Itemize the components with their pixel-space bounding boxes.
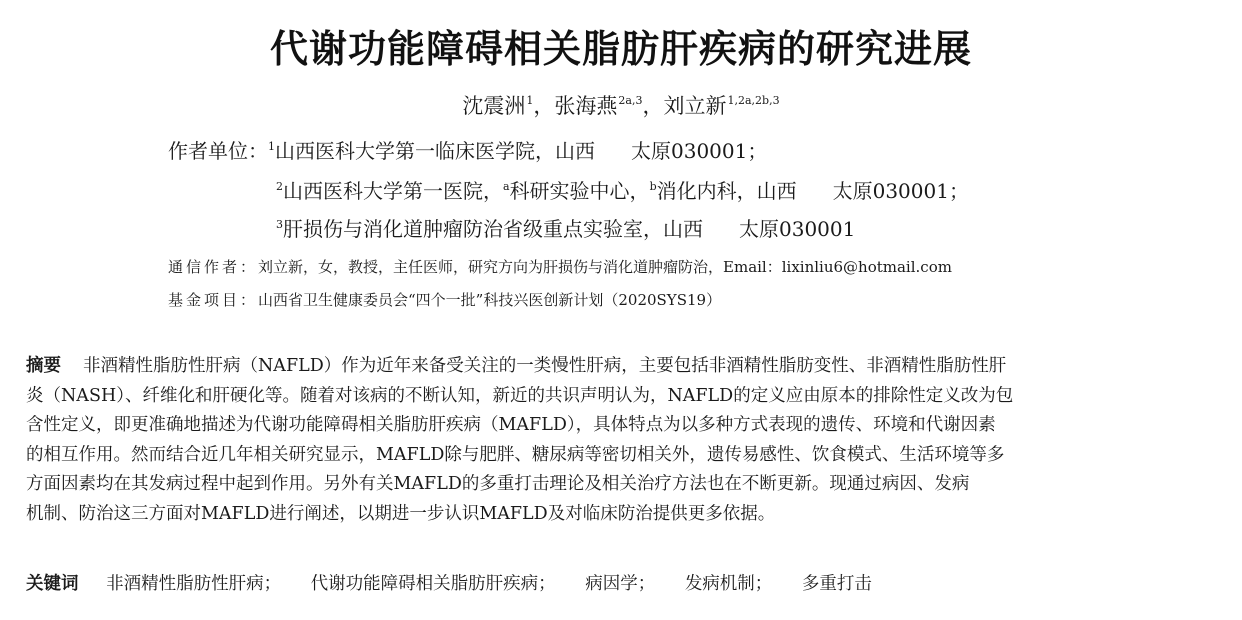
abstract-line: 炎（NASH）、纤维化和肝硬化等。随着对该病的不断认知，新近的共识声明认为，NAFLD的定义应由原本的排除性定义改为包 [26,385,1014,406]
keyword: 代谢功能障碍相关脂肪肝疾病； [310,574,556,594]
author-name: 刘立新 [663,94,727,118]
affiliation-3 [276,213,855,242]
affiliation-text: 消化内科，山西 [656,179,797,203]
abstract-label: 摘要 [26,356,61,376]
affiliation-label: 作者单位： [168,139,268,163]
funding-label: 基金项目： [168,291,259,309]
affiliation-city: 太原030001； [832,179,969,203]
abstract-line: 机制、防治这三方面对MAFLD进行阐述，以期进一步认识MAFLD及对临床防治提供更多依据。 [26,503,776,524]
funding-text: 山西省卫生健康委员会“四个一批”科技兴医创新计划（2020SYS19） [258,291,722,309]
abstract-line [26,352,1222,382]
affiliation-text: 山西医科大学第一临床医学院，山西 [275,139,595,163]
abstract-line: 方面因素均在其发病过程中起到作用。另外有关MAFLD的多重打击理论及相关治疗方法也在不断更新。现通过病因、发病 [26,474,970,494]
author-list [0,90,1242,120]
affiliation-text: 肝损伤与消化道肿瘤防治省级重点实验室，山西 [283,217,703,241]
affiliation-2 [276,175,969,204]
paper-title: 代谢功能障碍相关脂肪肝疾病的研究进展 [269,27,972,71]
keywords [26,570,896,595]
affiliation-text: 科研实验中心， [509,179,650,203]
correspondence-text: 刘立新，女，教授，主任医师，研究方向为肝损伤与消化道肿瘤防治，Email：lixinliu6@hotmail.com [258,258,952,276]
affiliation-city: 太原030001 [739,217,856,241]
author-separator: ， [642,94,664,118]
correspondence-label: 通信作者： [168,258,259,276]
keyword: 多重打击 [801,574,872,594]
correspondence-line [168,256,952,277]
affiliation-text: 山西医科大学第一医院， [283,179,503,203]
author-affiliation-mark: 2a,3 [618,94,643,107]
abstract-text: 非酒精性脂肪性肝病（NAFLD）作为近年来备受关注的一类慢性肝病，主要包括非酒精性脂肪变性、非酒精性脂肪性肝 [83,356,1007,376]
abstract [26,352,1222,529]
affiliation-mark: 3 [276,218,283,231]
affiliation-submark: b [649,180,657,193]
affiliation-mark: 2 [276,180,283,193]
affiliation-1 [168,135,767,164]
author-name: 沈震洲 [462,94,526,118]
author-affiliation-mark: 1 [526,94,534,107]
abstract-line: 的相互作用。然而结合近几年相关研究显示，MAFLD除与肥胖、糖尿病等密切相关外，遗传易感性、饮食模式、生活环境等多 [26,444,1005,465]
keyword: 发病机制； [684,574,773,594]
affiliation-city: 太原030001； [631,139,768,163]
keyword: 非酒精性脂肪性肝病； [106,574,282,594]
keyword: 病因学； [585,574,656,594]
author-separator: ， [533,94,555,118]
author-name: 张海燕 [554,94,618,118]
affiliation-submark: a [503,180,510,193]
funding-line [168,289,721,310]
keywords-label: 关键词 [26,574,79,594]
affiliation-mark: 1 [268,140,275,153]
author-affiliation-mark: 1,2a,2b,3 [727,94,780,107]
abstract-line: 含性定义，即更准确地描述为代谢功能障碍相关脂肪肝疾病（MAFLD），具体特点为以多种方式表现的遗传、环境和代谢因素 [26,415,996,435]
